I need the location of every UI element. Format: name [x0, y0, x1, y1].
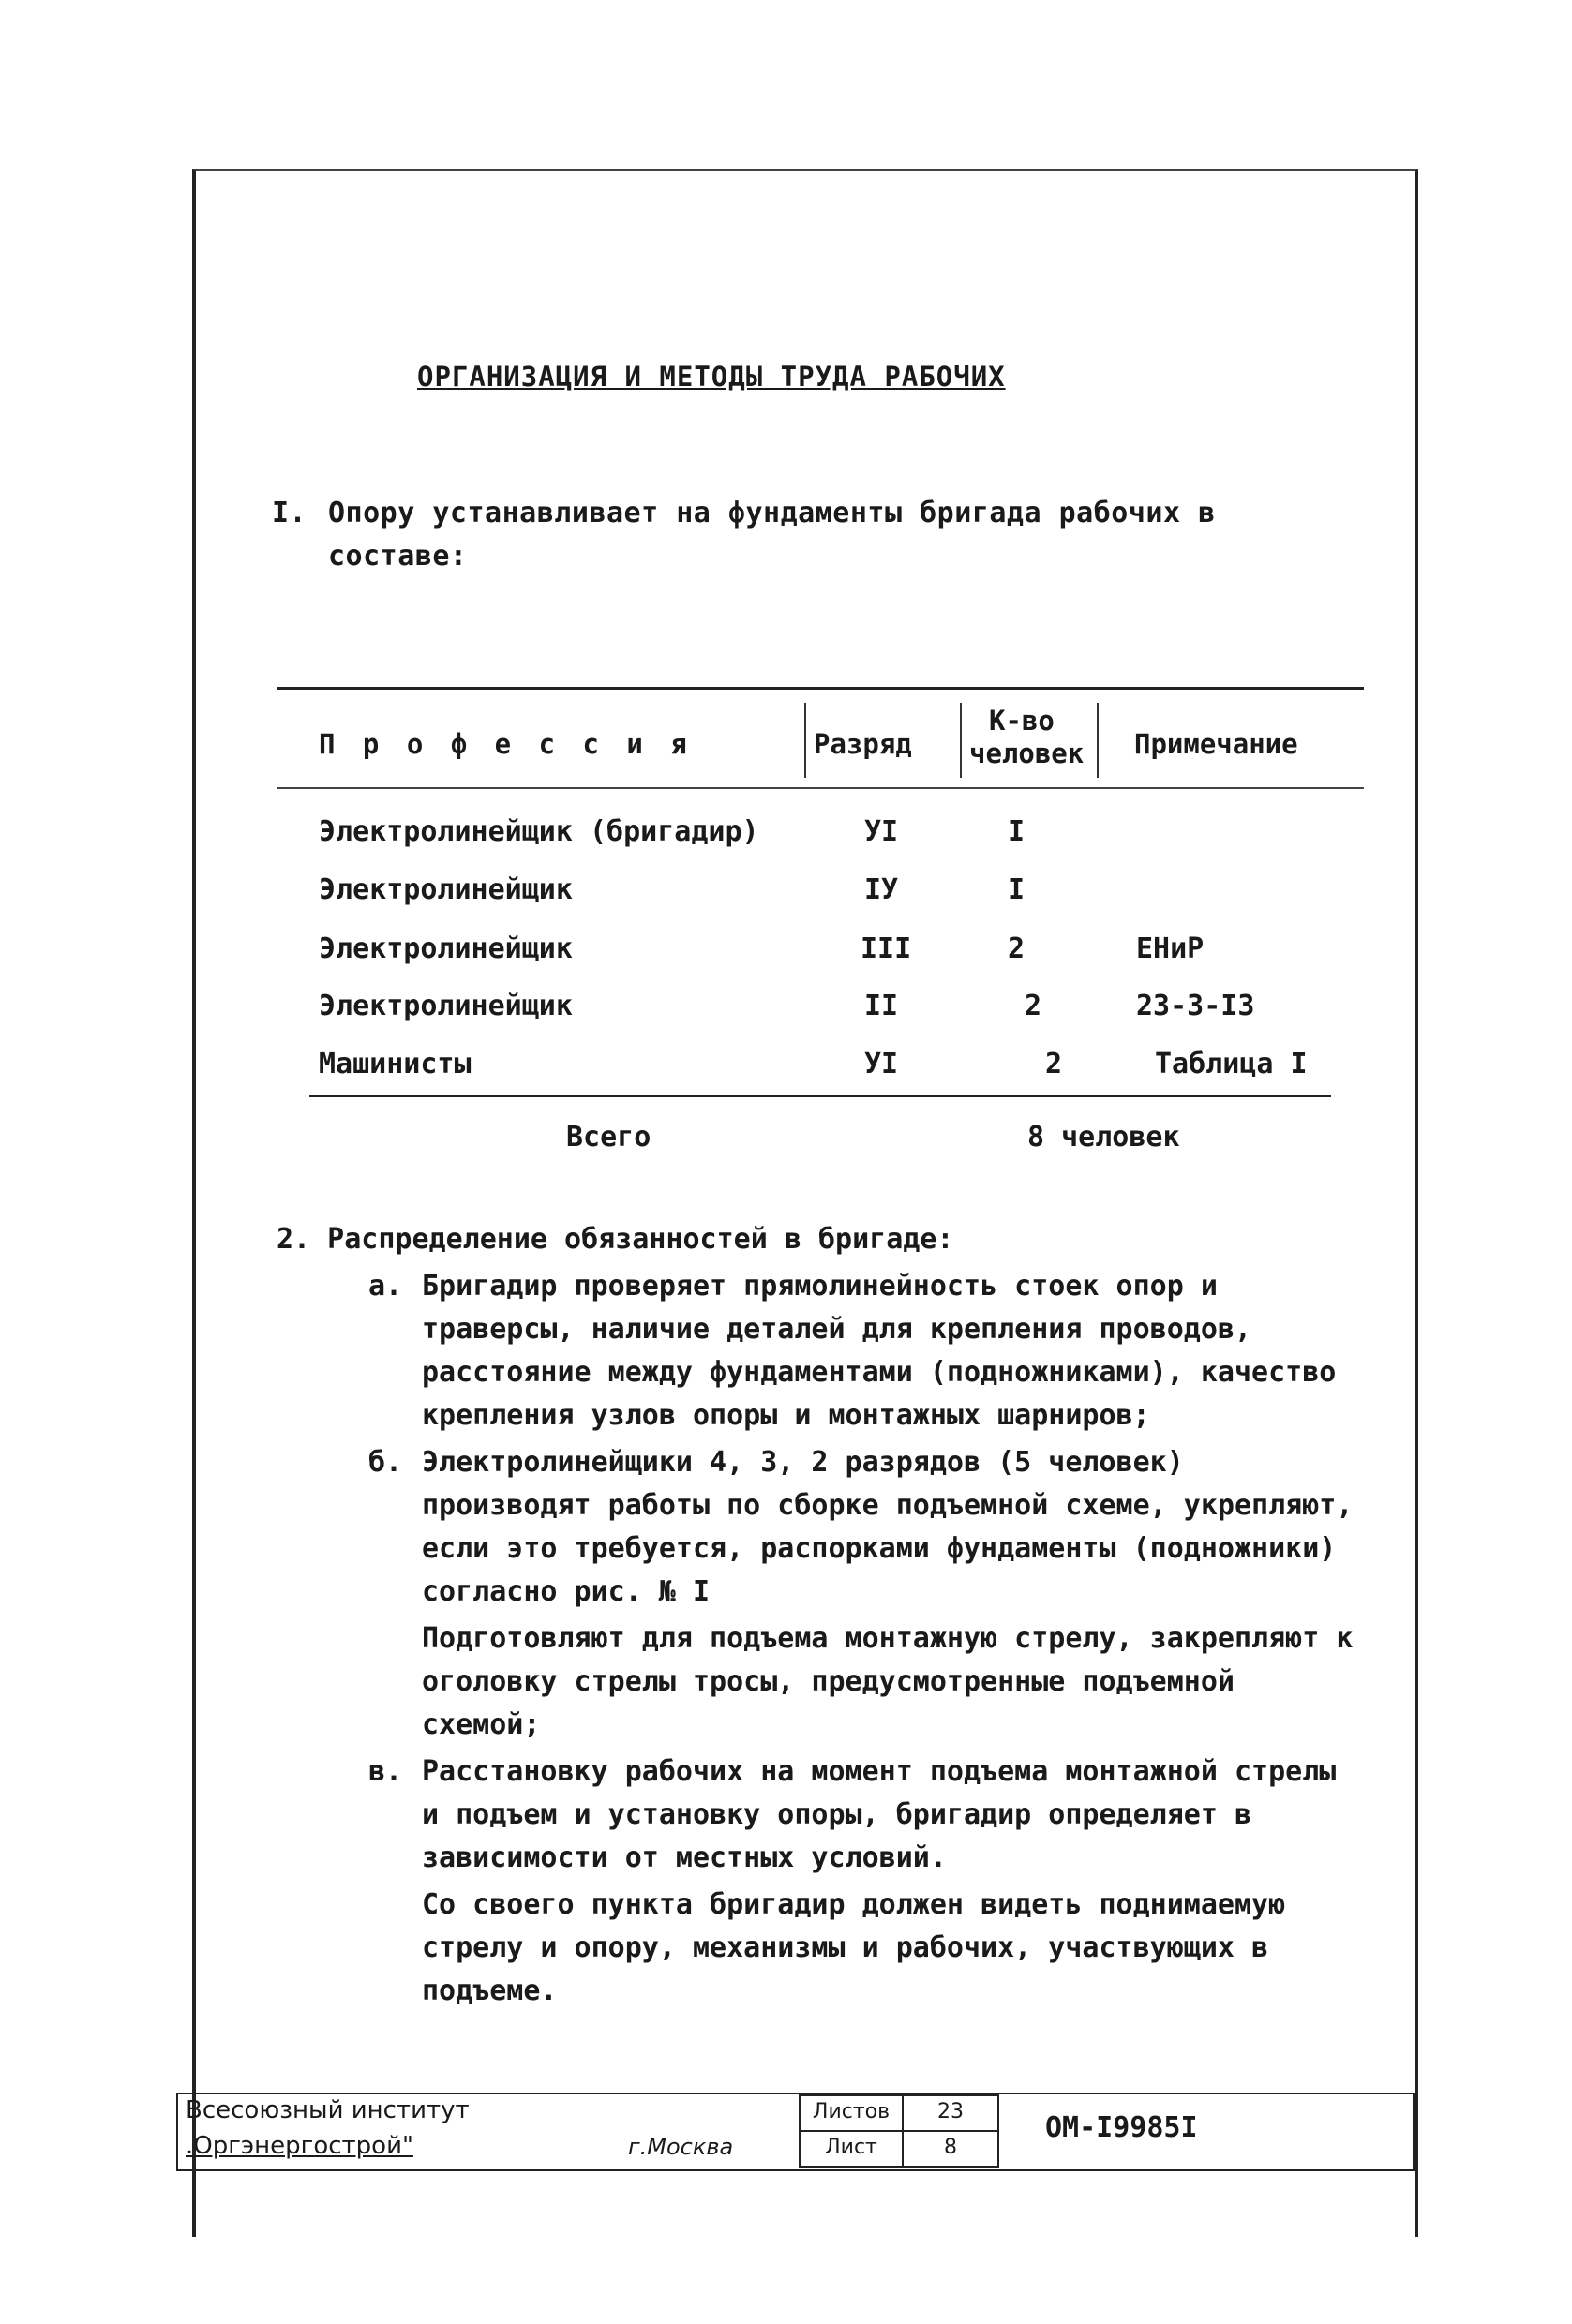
row-note: 23-3-I3	[1136, 990, 1255, 1022]
row-count: 2	[1025, 990, 1042, 1022]
list-item	[277, 1265, 1355, 1438]
list-item-label: в.	[368, 1755, 403, 1788]
row-rank: IУ	[864, 873, 899, 906]
sheets-value: 23	[902, 2094, 999, 2132]
document-code: ОМ-I9985I	[1045, 2111, 1198, 2144]
list-item-label: б.	[368, 1446, 403, 1479]
list-item-continuation: Подготовляют для подъема монтажную стрелу, закрепляют к оголовку стрелы тросы, предусмотренные подъемной схемой;	[422, 1622, 1354, 1741]
row-count: 2	[1045, 1048, 1063, 1080]
sheet-label: Лист	[799, 2130, 904, 2168]
list-item-label: а.	[368, 1270, 403, 1303]
header-divider	[1097, 703, 1099, 778]
section-2-heading: 2. Распределение обязанностей в бригаде:	[277, 1223, 954, 1256]
header-divider	[804, 703, 806, 778]
total-value: 8 человек	[1027, 1121, 1180, 1154]
table-header-rule	[277, 787, 1364, 789]
row-rank: УI	[864, 1048, 899, 1080]
section-1-text: Опору устанавливает на фундаменты бригада рабочих в составе:	[328, 497, 1216, 573]
section-1-number: I.	[272, 497, 307, 529]
row-profession: Электролинейщик	[319, 873, 573, 906]
list-item-text: Бригадир проверяет прямолинейность стоек опор и траверсы, наличие деталей для крепления проводов, расстояние между фундаментами (подножниками), качество крепления узлов опоры и монтажных шарниров;	[422, 1270, 1337, 1432]
org-name-line2: .Оргэнергострой"	[186, 2132, 413, 2160]
section-2	[277, 1218, 1355, 2013]
row-profession: Электролинейщик (бригадир)	[319, 815, 759, 848]
table-bottom-rule	[309, 1095, 1331, 1097]
row-count: 2	[1008, 932, 1026, 965]
page-title: ОРГАНИЗАЦИЯ И МЕТОДЫ ТРУДА РАБОЧИХ	[417, 361, 1006, 393]
header-rank: Разряд	[814, 728, 912, 760]
list-item-text: Электролинейщики 4, 3, 2 разрядов (5 человек) производят работы по сборке подъемной схеме, укрепляют, если это требуется, распорками фундаменты (подножники) согласно рис. № I	[422, 1446, 1354, 1608]
org-name-line1: Всесоюзный институт	[186, 2096, 470, 2124]
row-note: ЕНиР	[1136, 932, 1205, 965]
title-block	[176, 2093, 1415, 2171]
sheet-value: 8	[902, 2130, 999, 2168]
header-profession: П р о ф е с с и я	[319, 728, 693, 760]
row-note: Таблица I	[1155, 1048, 1308, 1080]
header-count-line2: человек	[969, 737, 1085, 769]
row-profession: Машинисты	[319, 1048, 472, 1080]
row-profession: Электролинейщик	[319, 932, 573, 965]
list-item-text: Расстановку рабочих на момент подъема монтажной стрелы и подъем и установку опоры, бригадир определяет в зависимости от местных условий.	[422, 1755, 1337, 1874]
table-top-rule	[277, 687, 1364, 690]
sheets-label: Листов	[799, 2094, 904, 2132]
list-item	[277, 1441, 1355, 1614]
row-rank: УI	[864, 815, 899, 848]
row-rank: II	[864, 990, 899, 1022]
total-label: Всего	[566, 1121, 651, 1154]
row-rank: III	[861, 932, 912, 965]
row-profession: Электролинейщик	[319, 990, 573, 1022]
row-count: I	[1008, 873, 1026, 906]
header-note: Примечание	[1134, 728, 1298, 760]
city: г.Москва	[628, 2134, 734, 2160]
list-item-continuation: Со своего пункта бригадир должен видеть поднимаемую стрелу и опору, механизмы и рабочих, участвующих в подъеме.	[422, 1888, 1286, 2007]
row-count: I	[1008, 815, 1026, 848]
header-count-line1: К-во	[989, 705, 1055, 737]
header-divider	[960, 703, 962, 778]
section-1	[272, 492, 1322, 578]
list-item	[277, 1750, 1355, 1880]
